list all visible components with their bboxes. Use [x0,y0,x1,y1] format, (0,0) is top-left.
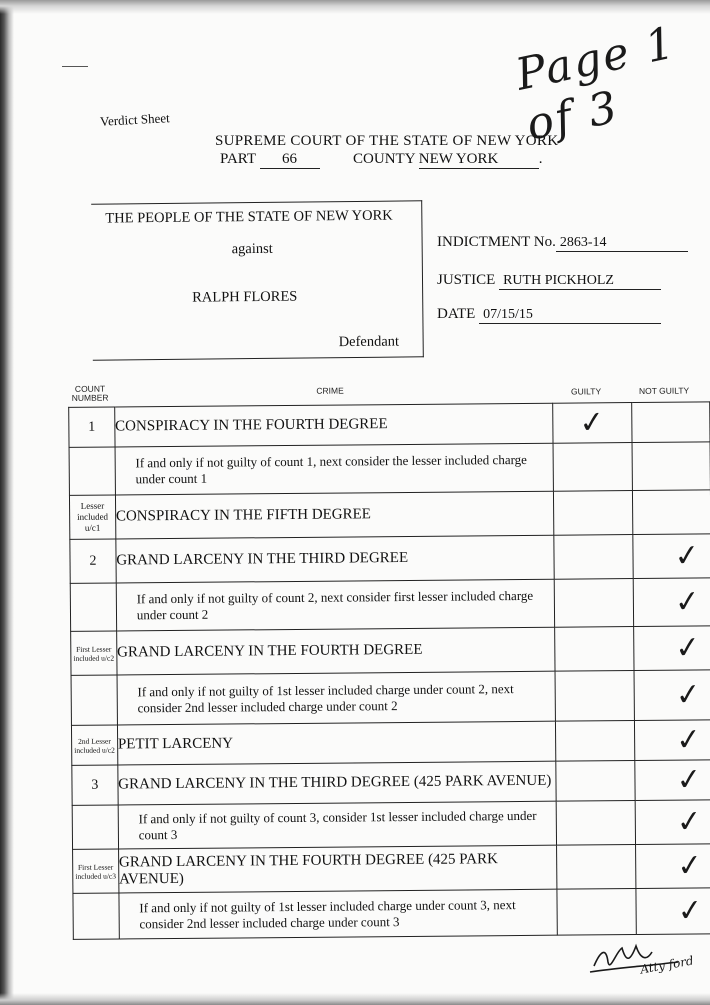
date-value: 07/15/15 [479,307,661,324]
count-number-cell: 3 [72,765,118,805]
verdict-row [72,800,710,850]
count-number-cell [69,447,115,495]
county-suffix: . [538,151,543,167]
instruction-cell: If and only if not guilty of 1st lesser included charge under count 3, next consider 2nd lesser included charge under count 3 [119,889,558,939]
count-number-cell: First Lesser included u/c3 [73,849,119,893]
guilty-box[interactable] [555,627,634,672]
not-guilty-header: NOT GUILTY [638,385,690,396]
verdict-row [73,844,710,894]
defendant-name: RALPH FLORES [192,288,298,306]
part-value: 66 [260,151,320,169]
crime-cell: PETIT LARCENY [117,721,556,765]
date-label: DATE [437,306,476,322]
guilty-box[interactable] [555,671,634,722]
instruction-cell: If and only if not guilty of count 1, next consider the lesser included charge under count 1 [115,443,554,495]
checkmark-icon: ✓ [673,583,702,621]
verdict-row [69,402,710,448]
checkmark-icon: ✓ [674,761,703,799]
verdict-row [71,626,710,676]
guilty-box[interactable] [553,443,632,492]
crime-cell: GRAND LARCENY IN THE FOURTH DEGREE [116,627,555,675]
verdict-table-area [60,379,710,960]
count-number-cell: 2nd Lesser included u/c2 [71,725,117,765]
verdict-row [69,490,710,540]
guilty-box[interactable] [553,403,632,444]
count-number-cell [70,583,116,631]
guilty-box[interactable] [554,491,633,536]
not-guilty-box[interactable] [634,670,710,721]
justice-label: JUSTICE [437,272,496,288]
crime-cell: GRAND LARCENY IN THE THIRD DEGREE [116,535,555,583]
verdict-row [71,670,710,726]
not-guilty-box[interactable] [633,578,710,627]
not-guilty-box[interactable] [634,760,710,801]
instruction-cell: If and only if not guilty of count 2, next consider first lesser included charge under count 2 [116,579,555,631]
verdict-row [72,760,710,806]
part-county-line [220,151,543,169]
not-guilty-box[interactable] [636,888,710,935]
crime-cell: GRAND LARCENY IN THE THIRD DEGREE (425 PARK AVENUE) [118,761,557,805]
indictment-line [437,234,688,252]
guilty-box[interactable] [556,721,635,762]
margin-mark [62,66,88,67]
guilty-box[interactable] [557,844,636,889]
signature-initials: Atty ford [639,953,695,977]
guilty-box[interactable] [554,535,633,580]
handwritten-page-number: Page 1 of 3 [511,17,681,151]
count-number-cell: 2 [70,539,116,583]
case-caption-box [91,200,424,360]
date-line [437,306,661,324]
part-label: PART [220,151,256,167]
instruction-cell: If and only if not guilty of 1st lesser included charge under count 2, next consider 2nd lesser included charge under count 2 [117,671,556,725]
crime-cell: CONSPIRACY IN THE FIFTH DEGREE [115,491,554,539]
count-number-cell: Lesser included u/c1 [69,495,115,539]
caption-against: against [231,240,273,258]
verdict-row [70,578,710,632]
checkmark-icon: ✓ [674,803,704,841]
verdict-row [71,720,710,766]
not-guilty-box[interactable] [635,800,710,845]
checkmark-icon: ✓ [578,404,607,442]
indictment-value: 2863-14 [556,235,688,252]
count-number-cell [72,805,118,849]
verdict-row [69,442,710,496]
caption-people: THE PEOPLE OF THE STATE OF NEW YORK [105,207,393,227]
guilty-box[interactable] [555,579,634,628]
not-guilty-box[interactable] [632,534,710,579]
checkmark-icon: ✓ [674,721,703,759]
guilty-header: GUILTY [570,386,602,397]
scan-edge-top [0,0,710,14]
not-guilty-box[interactable] [635,844,710,889]
justice-line [437,272,661,290]
guilty-box[interactable] [557,888,636,935]
crime-cell: CONSPIRACY IN THE FOURTH DEGREE [114,403,553,447]
count-number-cell [71,675,117,725]
court-title: SUPREME COURT OF THE STATE OF NEW YORK [215,133,559,149]
checkmark-icon: ✓ [673,676,703,714]
count-number-cell: 1 [69,407,115,447]
verdict-row [70,534,710,584]
scan-edge-left [0,0,14,1005]
not-guilty-box[interactable] [633,626,710,671]
indictment-label: INDICTMENT No. [437,234,556,250]
verdict-table [68,401,710,940]
crime-cell: GRAND LARCENY IN THE FOURTH DEGREE (425 PARK AVENUE) [118,845,557,893]
not-guilty-box[interactable] [632,442,710,491]
verdict-sheet-label: Verdict Sheet [99,110,170,129]
count-number-cell [73,893,119,939]
defendant-label: Defendant [338,333,400,351]
checkmark-icon: ✓ [672,537,702,575]
justice-value: RUTH PICKHOLZ [499,273,661,290]
checkmark-icon: ✓ [675,892,705,930]
county-label: COUNTY [353,151,415,167]
county-value: NEW YORK [419,151,539,169]
not-guilty-box[interactable] [631,402,710,443]
not-guilty-box[interactable] [632,490,710,535]
count-number-header: COUNT NUMBER [71,383,109,403]
count-number-cell: First Lesser included u/c2 [71,631,117,675]
guilty-box[interactable] [556,800,635,845]
scan-edge-bottom [0,993,710,1005]
instruction-cell: If and only if not guilty of count 3, consider 1st lesser included charge under count 3 [118,801,557,849]
guilty-box[interactable] [556,761,635,802]
checkmark-icon: ✓ [673,629,702,667]
checkmark-icon: ✓ [675,847,704,885]
crime-header: CRIME [316,385,344,396]
not-guilty-box[interactable] [634,720,710,761]
